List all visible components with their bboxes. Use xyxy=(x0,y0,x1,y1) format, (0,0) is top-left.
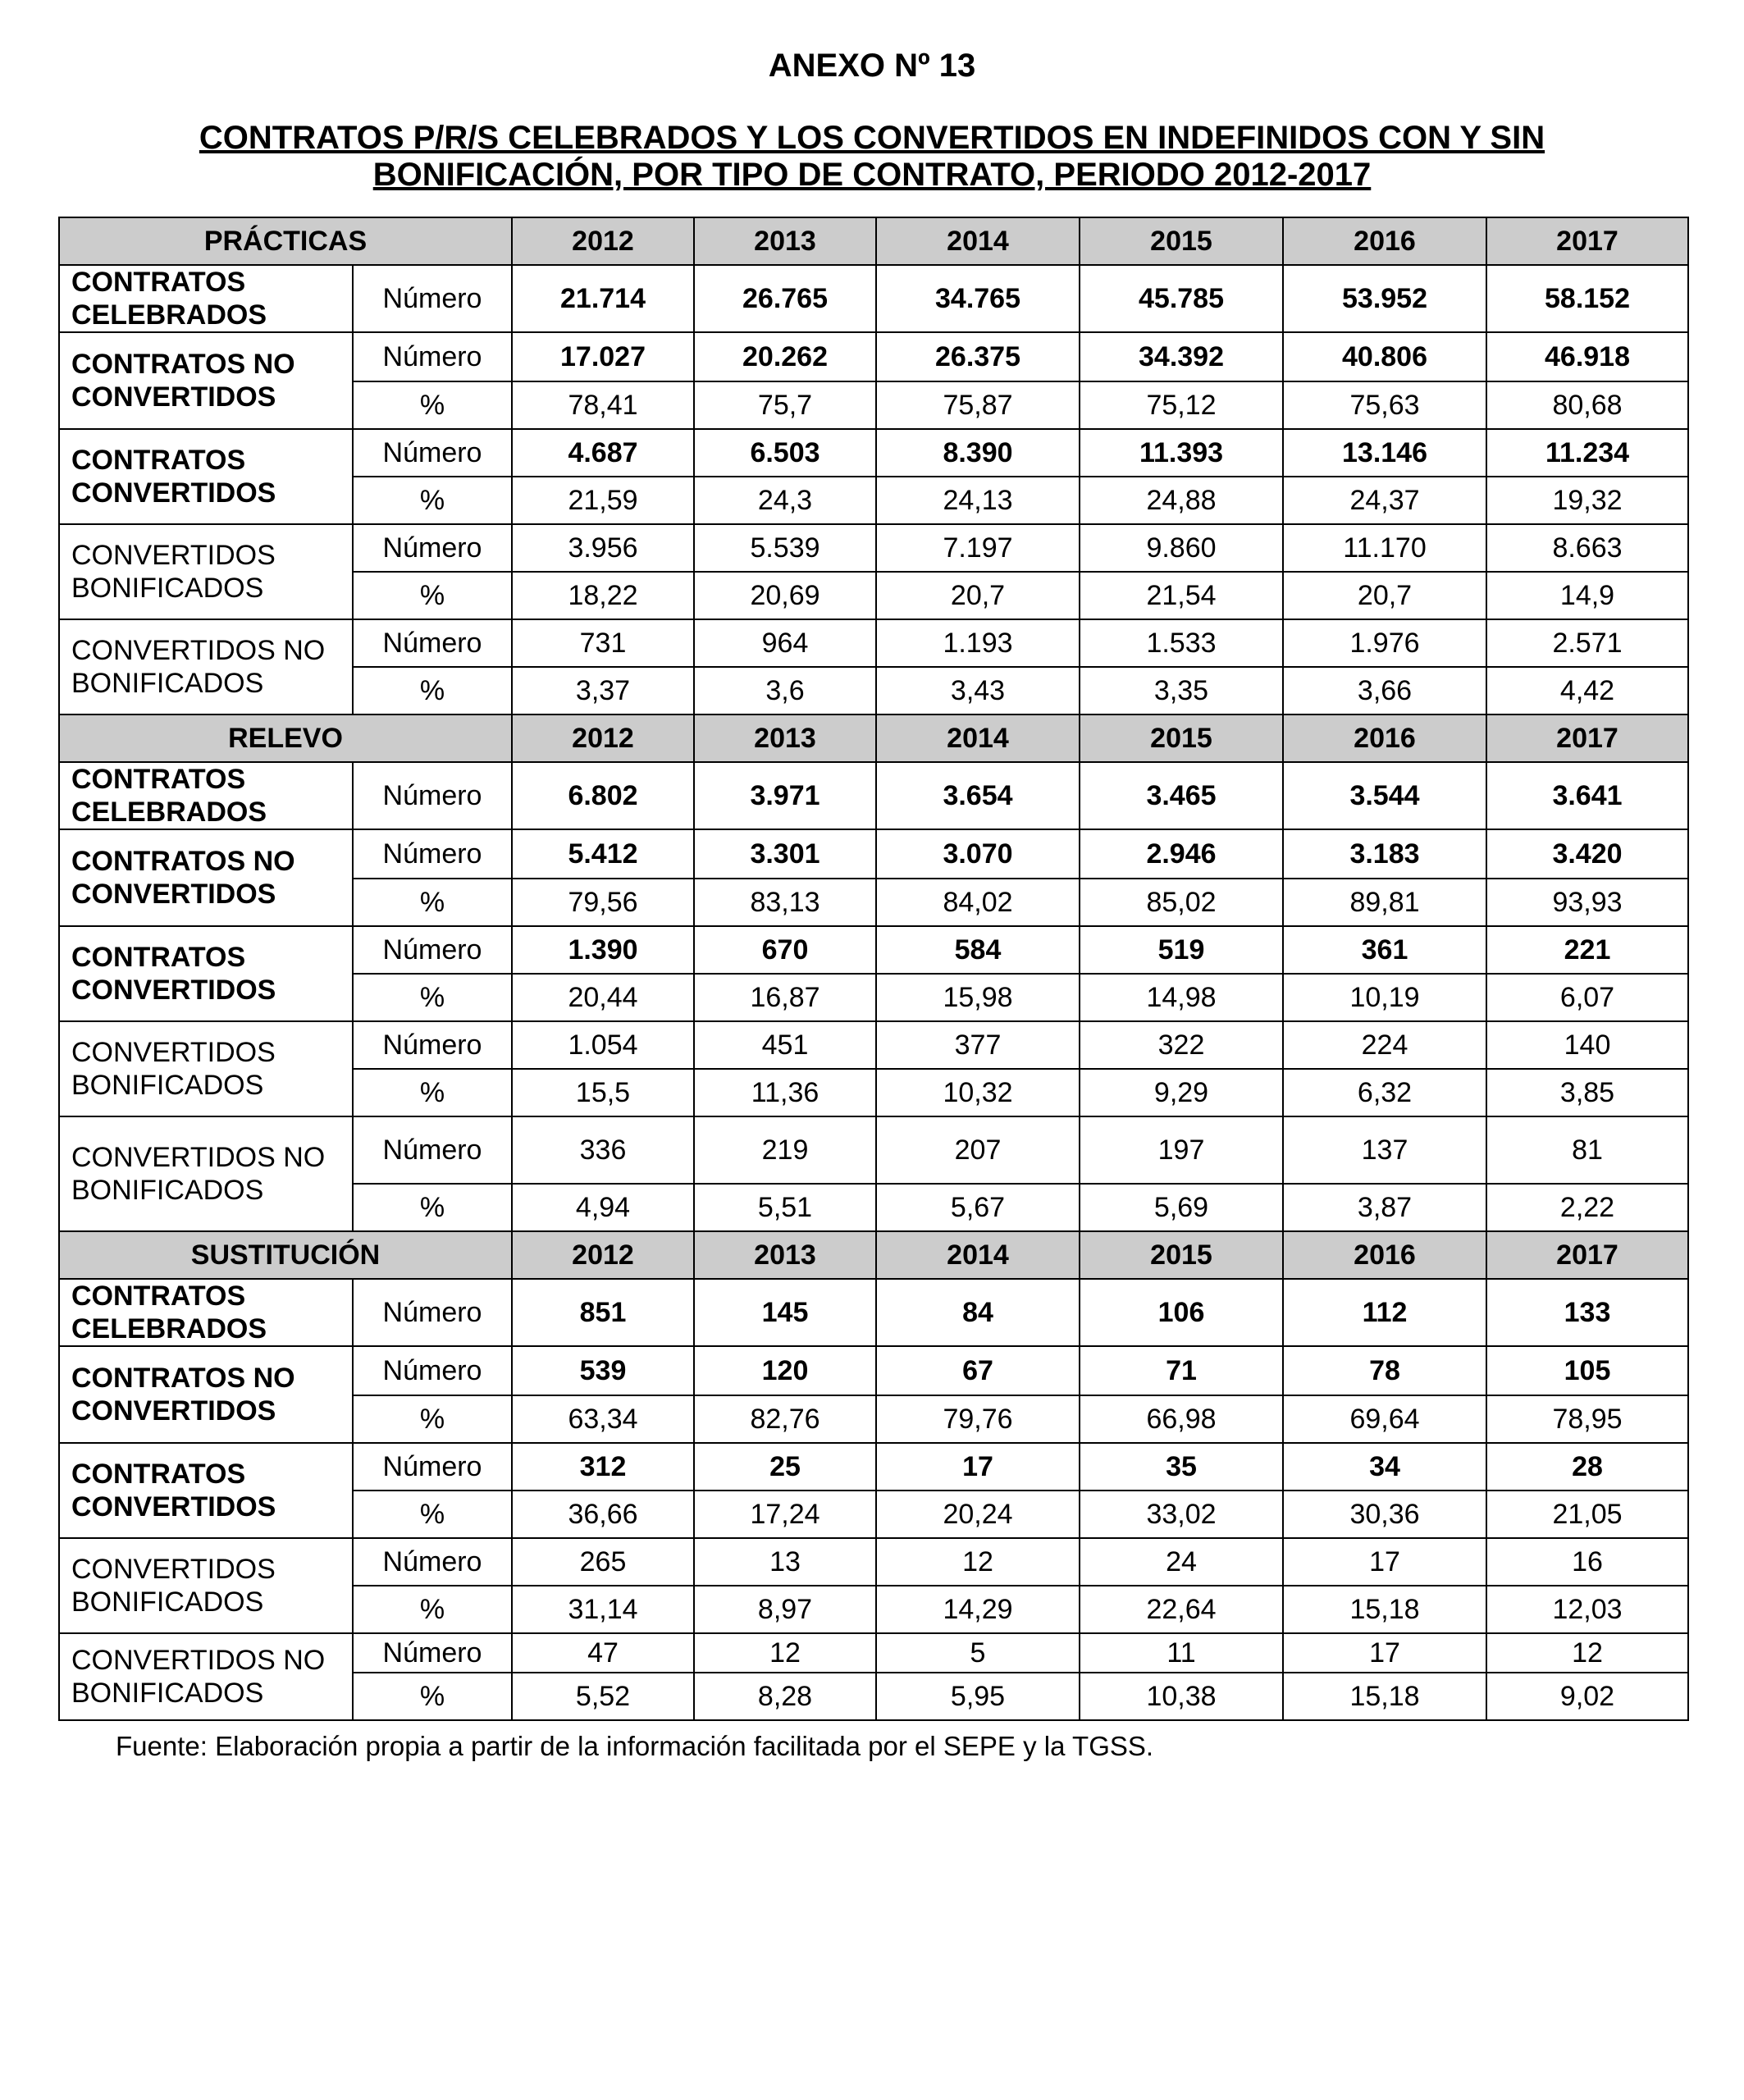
value-cell: 3.070 xyxy=(876,829,1080,879)
value-cell: 83,13 xyxy=(694,879,876,926)
unit-number: Número xyxy=(353,1346,512,1395)
value-cell: 71 xyxy=(1080,1346,1283,1395)
unit-number: Número xyxy=(353,265,512,332)
row-label-no-convertidos xyxy=(59,829,353,926)
value-cell: 312 xyxy=(512,1443,694,1491)
year-header: 2014 xyxy=(876,714,1080,762)
value-cell: 20.262 xyxy=(694,332,876,381)
unit-percent: % xyxy=(353,1586,512,1633)
value-cell: 14,98 xyxy=(1080,974,1283,1021)
value-cell: 11.234 xyxy=(1486,429,1688,477)
value-cell: 24,37 xyxy=(1283,477,1486,524)
row-label-line: BONIFICADOS xyxy=(71,1175,264,1206)
row-label-line: CONVERTIDOS xyxy=(71,477,276,509)
value-cell: 17.027 xyxy=(512,332,694,381)
value-cell: 7.197 xyxy=(876,524,1080,572)
section-header-row xyxy=(59,1231,1688,1279)
value-cell: 3.301 xyxy=(694,829,876,879)
row-label-line: CONVERTIDOS NO xyxy=(71,1645,326,1676)
value-cell: 18,22 xyxy=(512,572,694,619)
row-label-celebrados xyxy=(59,762,353,829)
value-cell: 12 xyxy=(876,1538,1080,1586)
year-header: 2013 xyxy=(694,714,876,762)
row-label-line: CONTRATOS NO xyxy=(71,1363,295,1394)
value-cell: 3,66 xyxy=(1283,667,1486,714)
value-cell: 5,95 xyxy=(876,1673,1080,1720)
value-cell: 12,03 xyxy=(1486,1586,1688,1633)
value-cell: 20,7 xyxy=(1283,572,1486,619)
value-cell: 377 xyxy=(876,1021,1080,1069)
row-label-bonificados xyxy=(59,524,353,619)
value-cell: 31,14 xyxy=(512,1586,694,1633)
value-cell: 17,24 xyxy=(694,1491,876,1538)
unit-percent: % xyxy=(353,477,512,524)
table-row xyxy=(59,1021,1688,1069)
year-header: 2016 xyxy=(1283,217,1486,265)
year-header: 2017 xyxy=(1486,714,1688,762)
year-header: 2015 xyxy=(1080,1231,1283,1279)
value-cell: 3.183 xyxy=(1283,829,1486,879)
title-line-1: CONTRATOS P/R/S CELEBRADOS Y LOS CONVERTIDOS EN INDEFINIDOS CON Y SIN xyxy=(199,120,1545,156)
value-cell: 9,02 xyxy=(1486,1673,1688,1720)
row-label-line: CONTRATOS xyxy=(71,267,246,298)
value-cell: 22,64 xyxy=(1080,1586,1283,1633)
value-cell: 3,35 xyxy=(1080,667,1283,714)
table-row xyxy=(59,265,1688,332)
unit-percent: % xyxy=(353,1395,512,1443)
value-cell: 207 xyxy=(876,1116,1080,1184)
value-cell: 11.393 xyxy=(1080,429,1283,477)
value-cell: 140 xyxy=(1486,1021,1688,1069)
value-cell: 78,41 xyxy=(512,381,694,429)
unit-percent: % xyxy=(353,974,512,1021)
value-cell: 46.918 xyxy=(1486,332,1688,381)
row-label-no-bonificados xyxy=(59,1116,353,1231)
value-cell: 15,18 xyxy=(1283,1673,1486,1720)
row-label-line: CONVERTIDOS xyxy=(71,1491,276,1522)
value-cell: 9,29 xyxy=(1080,1069,1283,1116)
value-cell: 14,9 xyxy=(1486,572,1688,619)
value-cell: 75,63 xyxy=(1283,381,1486,429)
table-row xyxy=(59,926,1688,974)
unit-percent: % xyxy=(353,381,512,429)
value-cell: 20,7 xyxy=(876,572,1080,619)
value-cell: 28 xyxy=(1486,1443,1688,1491)
row-label-line: CONTRATOS xyxy=(71,942,246,973)
value-cell: 84 xyxy=(876,1279,1080,1346)
value-cell: 5,69 xyxy=(1080,1184,1283,1231)
value-cell: 5,51 xyxy=(694,1184,876,1231)
value-cell: 11 xyxy=(1080,1633,1283,1673)
unit-percent: % xyxy=(353,1673,512,1720)
row-label-line: BONIFICADOS xyxy=(71,1678,264,1709)
value-cell: 15,18 xyxy=(1283,1586,1486,1633)
row-label-line: CELEBRADOS xyxy=(71,797,267,828)
value-cell: 35 xyxy=(1080,1443,1283,1491)
row-label-no-convertidos xyxy=(59,1346,353,1443)
value-cell: 36,66 xyxy=(512,1491,694,1538)
document-title xyxy=(123,120,1621,194)
value-cell: 8,97 xyxy=(694,1586,876,1633)
value-cell: 731 xyxy=(512,619,694,667)
row-label-bonificados xyxy=(59,1021,353,1116)
row-label-celebrados xyxy=(59,265,353,332)
row-label-bonificados xyxy=(59,1538,353,1633)
value-cell: 53.952 xyxy=(1283,265,1486,332)
value-cell: 670 xyxy=(694,926,876,974)
row-label-line: CONVERTIDOS xyxy=(71,1037,276,1068)
value-cell: 19,32 xyxy=(1486,477,1688,524)
unit-percent: % xyxy=(353,572,512,619)
value-cell: 24,13 xyxy=(876,477,1080,524)
table-row xyxy=(59,1279,1688,1346)
value-cell: 10,19 xyxy=(1283,974,1486,1021)
year-header: 2016 xyxy=(1283,1231,1486,1279)
value-cell: 3.544 xyxy=(1283,762,1486,829)
value-cell: 66,98 xyxy=(1080,1395,1283,1443)
row-label-line: CONVERTIDOS xyxy=(71,381,276,413)
value-cell: 112 xyxy=(1283,1279,1486,1346)
value-cell: 336 xyxy=(512,1116,694,1184)
row-label-line: CONVERTIDOS NO xyxy=(71,1142,326,1173)
value-cell: 84,02 xyxy=(876,879,1080,926)
unit-percent: % xyxy=(353,1491,512,1538)
value-cell: 9.860 xyxy=(1080,524,1283,572)
value-cell: 3.641 xyxy=(1486,762,1688,829)
value-cell: 12 xyxy=(694,1633,876,1673)
table-row xyxy=(59,524,1688,572)
unit-number: Número xyxy=(353,762,512,829)
value-cell: 2.571 xyxy=(1486,619,1688,667)
value-cell: 1.976 xyxy=(1283,619,1486,667)
value-cell: 75,7 xyxy=(694,381,876,429)
value-cell: 6,32 xyxy=(1283,1069,1486,1116)
value-cell: 47 xyxy=(512,1633,694,1673)
value-cell: 5,52 xyxy=(512,1673,694,1720)
year-header: 2014 xyxy=(876,217,1080,265)
row-label-celebrados xyxy=(59,1279,353,1346)
row-label-line: BONIFICADOS xyxy=(71,1586,264,1618)
value-cell: 79,56 xyxy=(512,879,694,926)
section-name: RELEVO xyxy=(59,714,512,762)
value-cell: 3.654 xyxy=(876,762,1080,829)
value-cell: 2.946 xyxy=(1080,829,1283,879)
value-cell: 519 xyxy=(1080,926,1283,974)
table-row xyxy=(59,1633,1688,1673)
value-cell: 224 xyxy=(1283,1021,1486,1069)
value-cell: 20,44 xyxy=(512,974,694,1021)
year-header: 2012 xyxy=(512,1231,694,1279)
value-cell: 4,94 xyxy=(512,1184,694,1231)
row-label-line: BONIFICADOS xyxy=(71,1070,264,1101)
row-label-convertidos xyxy=(59,1443,353,1538)
unit-number: Número xyxy=(353,1443,512,1491)
value-cell: 3.971 xyxy=(694,762,876,829)
value-cell: 78 xyxy=(1283,1346,1486,1395)
value-cell: 34.392 xyxy=(1080,332,1283,381)
value-cell: 80,68 xyxy=(1486,381,1688,429)
value-cell: 14,29 xyxy=(876,1586,1080,1633)
value-cell: 3,85 xyxy=(1486,1069,1688,1116)
year-header: 2017 xyxy=(1486,1231,1688,1279)
value-cell: 1.193 xyxy=(876,619,1080,667)
value-cell: 16 xyxy=(1486,1538,1688,1586)
table-row xyxy=(59,1346,1688,1395)
year-header: 2013 xyxy=(694,217,876,265)
value-cell: 33,02 xyxy=(1080,1491,1283,1538)
row-label-line: CONVERTIDOS xyxy=(71,1395,276,1427)
value-cell: 1.533 xyxy=(1080,619,1283,667)
value-cell: 8.390 xyxy=(876,429,1080,477)
unit-number: Número xyxy=(353,1116,512,1184)
value-cell: 3.420 xyxy=(1486,829,1688,879)
table-row xyxy=(59,1538,1688,1586)
value-cell: 13.146 xyxy=(1283,429,1486,477)
value-cell: 89,81 xyxy=(1283,879,1486,926)
value-cell: 17 xyxy=(876,1443,1080,1491)
row-label-line: CONVERTIDOS xyxy=(71,540,276,571)
row-label-line: CONVERTIDOS xyxy=(71,975,276,1006)
value-cell: 30,36 xyxy=(1283,1491,1486,1538)
table-row xyxy=(59,762,1688,829)
value-cell: 361 xyxy=(1283,926,1486,974)
unit-number: Número xyxy=(353,1021,512,1069)
source-note: Fuente: Elaboración propia a partir de la información facilitada por el SEPE y la TGSS. xyxy=(116,1731,1154,1761)
value-cell: 21,59 xyxy=(512,477,694,524)
value-cell: 10,38 xyxy=(1080,1673,1283,1720)
value-cell: 145 xyxy=(694,1279,876,1346)
value-cell: 24,88 xyxy=(1080,477,1283,524)
value-cell: 26.765 xyxy=(694,265,876,332)
value-cell: 93,93 xyxy=(1486,879,1688,926)
section-header-row xyxy=(59,217,1688,265)
row-label-line: CONTRATOS xyxy=(71,1281,246,1312)
unit-percent: % xyxy=(353,667,512,714)
value-cell: 17 xyxy=(1283,1633,1486,1673)
row-label-no-convertidos xyxy=(59,332,353,429)
year-header: 2017 xyxy=(1486,217,1688,265)
row-label-line: CONTRATOS xyxy=(71,764,246,795)
table-row xyxy=(59,1443,1688,1491)
unit-percent: % xyxy=(353,1069,512,1116)
unit-percent: % xyxy=(353,1184,512,1231)
value-cell: 81 xyxy=(1486,1116,1688,1184)
row-label-line: CONTRATOS NO xyxy=(71,349,295,380)
value-cell: 6.503 xyxy=(694,429,876,477)
value-cell: 75,12 xyxy=(1080,381,1283,429)
value-cell: 5 xyxy=(876,1633,1080,1673)
value-cell: 24 xyxy=(1080,1538,1283,1586)
value-cell: 78,95 xyxy=(1486,1395,1688,1443)
value-cell: 5,67 xyxy=(876,1184,1080,1231)
row-label-line: CONVERTIDOS NO xyxy=(71,635,326,666)
row-label-line: CELEBRADOS xyxy=(71,1313,267,1344)
section-header-row xyxy=(59,714,1688,762)
year-header: 2013 xyxy=(694,1231,876,1279)
row-label-line: BONIFICADOS xyxy=(71,573,264,604)
value-cell: 3.465 xyxy=(1080,762,1283,829)
table-row xyxy=(59,829,1688,879)
value-cell: 133 xyxy=(1486,1279,1688,1346)
year-header: 2014 xyxy=(876,1231,1080,1279)
row-label-line: CONVERTIDOS xyxy=(71,1554,276,1585)
value-cell: 3,87 xyxy=(1283,1184,1486,1231)
contracts-table xyxy=(58,217,1689,1721)
value-cell: 26.375 xyxy=(876,332,1080,381)
value-cell: 25 xyxy=(694,1443,876,1491)
value-cell: 11.170 xyxy=(1283,524,1486,572)
value-cell: 21.714 xyxy=(512,265,694,332)
value-cell: 8,28 xyxy=(694,1673,876,1720)
value-cell: 137 xyxy=(1283,1116,1486,1184)
value-cell: 4.687 xyxy=(512,429,694,477)
table-row xyxy=(59,619,1688,667)
title-line-2: BONIFICACIÓN, POR TIPO DE CONTRATO, PERIODO 2012-2017 xyxy=(372,157,1372,193)
value-cell: 15,5 xyxy=(512,1069,694,1116)
value-cell: 2,22 xyxy=(1486,1184,1688,1231)
value-cell: 120 xyxy=(694,1346,876,1395)
value-cell: 85,02 xyxy=(1080,879,1283,926)
unit-number: Número xyxy=(353,926,512,974)
value-cell: 4,42 xyxy=(1486,667,1688,714)
value-cell: 40.806 xyxy=(1283,332,1486,381)
row-label-no-bonificados xyxy=(59,1633,353,1720)
row-label-convertidos xyxy=(59,926,353,1021)
row-label-line: CELEBRADOS xyxy=(71,299,267,331)
value-cell: 584 xyxy=(876,926,1080,974)
value-cell: 67 xyxy=(876,1346,1080,1395)
value-cell: 58.152 xyxy=(1486,265,1688,332)
unit-number: Número xyxy=(353,1279,512,1346)
value-cell: 322 xyxy=(1080,1021,1283,1069)
row-label-line: BONIFICADOS xyxy=(71,668,264,699)
unit-percent: % xyxy=(353,879,512,926)
value-cell: 5.412 xyxy=(512,829,694,879)
value-cell: 16,87 xyxy=(694,974,876,1021)
value-cell: 219 xyxy=(694,1116,876,1184)
value-cell: 17 xyxy=(1283,1538,1486,1586)
value-cell: 964 xyxy=(694,619,876,667)
value-cell: 197 xyxy=(1080,1116,1283,1184)
value-cell: 106 xyxy=(1080,1279,1283,1346)
value-cell: 3,37 xyxy=(512,667,694,714)
value-cell: 82,76 xyxy=(694,1395,876,1443)
section-name: SUSTITUCIÓN xyxy=(59,1231,512,1279)
row-label-line: CONTRATOS xyxy=(71,445,246,476)
value-cell: 851 xyxy=(512,1279,694,1346)
year-header: 2012 xyxy=(512,714,694,762)
row-label-convertidos xyxy=(59,429,353,524)
value-cell: 6,07 xyxy=(1486,974,1688,1021)
value-cell: 21,54 xyxy=(1080,572,1283,619)
value-cell: 6.802 xyxy=(512,762,694,829)
section-name: PRÁCTICAS xyxy=(59,217,512,265)
unit-number: Número xyxy=(353,1538,512,1586)
value-cell: 15,98 xyxy=(876,974,1080,1021)
value-cell: 20,24 xyxy=(876,1491,1080,1538)
table-row xyxy=(59,1116,1688,1184)
table-row xyxy=(59,429,1688,477)
unit-number: Número xyxy=(353,524,512,572)
year-header: 2015 xyxy=(1080,714,1283,762)
value-cell: 10,32 xyxy=(876,1069,1080,1116)
value-cell: 11,36 xyxy=(694,1069,876,1116)
value-cell: 1.054 xyxy=(512,1021,694,1069)
value-cell: 221 xyxy=(1486,926,1688,974)
unit-number: Número xyxy=(353,332,512,381)
value-cell: 3,43 xyxy=(876,667,1080,714)
value-cell: 1.390 xyxy=(512,926,694,974)
value-cell: 105 xyxy=(1486,1346,1688,1395)
year-header: 2012 xyxy=(512,217,694,265)
row-label-line: CONTRATOS xyxy=(71,1459,246,1490)
row-label-line: CONVERTIDOS xyxy=(71,879,276,910)
value-cell: 75,87 xyxy=(876,381,1080,429)
table-row xyxy=(59,332,1688,381)
unit-number: Número xyxy=(353,619,512,667)
value-cell: 12 xyxy=(1486,1633,1688,1673)
value-cell: 8.663 xyxy=(1486,524,1688,572)
annex-number: ANEXO Nº 13 xyxy=(768,48,976,84)
value-cell: 13 xyxy=(694,1538,876,1586)
value-cell: 63,34 xyxy=(512,1395,694,1443)
value-cell: 21,05 xyxy=(1486,1491,1688,1538)
value-cell: 79,76 xyxy=(876,1395,1080,1443)
value-cell: 69,64 xyxy=(1283,1395,1486,1443)
value-cell: 3,6 xyxy=(694,667,876,714)
value-cell: 24,3 xyxy=(694,477,876,524)
row-label-no-bonificados xyxy=(59,619,353,714)
unit-number: Número xyxy=(353,829,512,879)
value-cell: 34 xyxy=(1283,1443,1486,1491)
value-cell: 45.785 xyxy=(1080,265,1283,332)
unit-number: Número xyxy=(353,429,512,477)
year-header: 2016 xyxy=(1283,714,1486,762)
value-cell: 539 xyxy=(512,1346,694,1395)
year-header: 2015 xyxy=(1080,217,1283,265)
row-label-line: CONTRATOS NO xyxy=(71,846,295,877)
value-cell: 451 xyxy=(694,1021,876,1069)
value-cell: 3.956 xyxy=(512,524,694,572)
value-cell: 34.765 xyxy=(876,265,1080,332)
unit-number: Número xyxy=(353,1633,512,1673)
value-cell: 265 xyxy=(512,1538,694,1586)
value-cell: 5.539 xyxy=(694,524,876,572)
value-cell: 20,69 xyxy=(694,572,876,619)
